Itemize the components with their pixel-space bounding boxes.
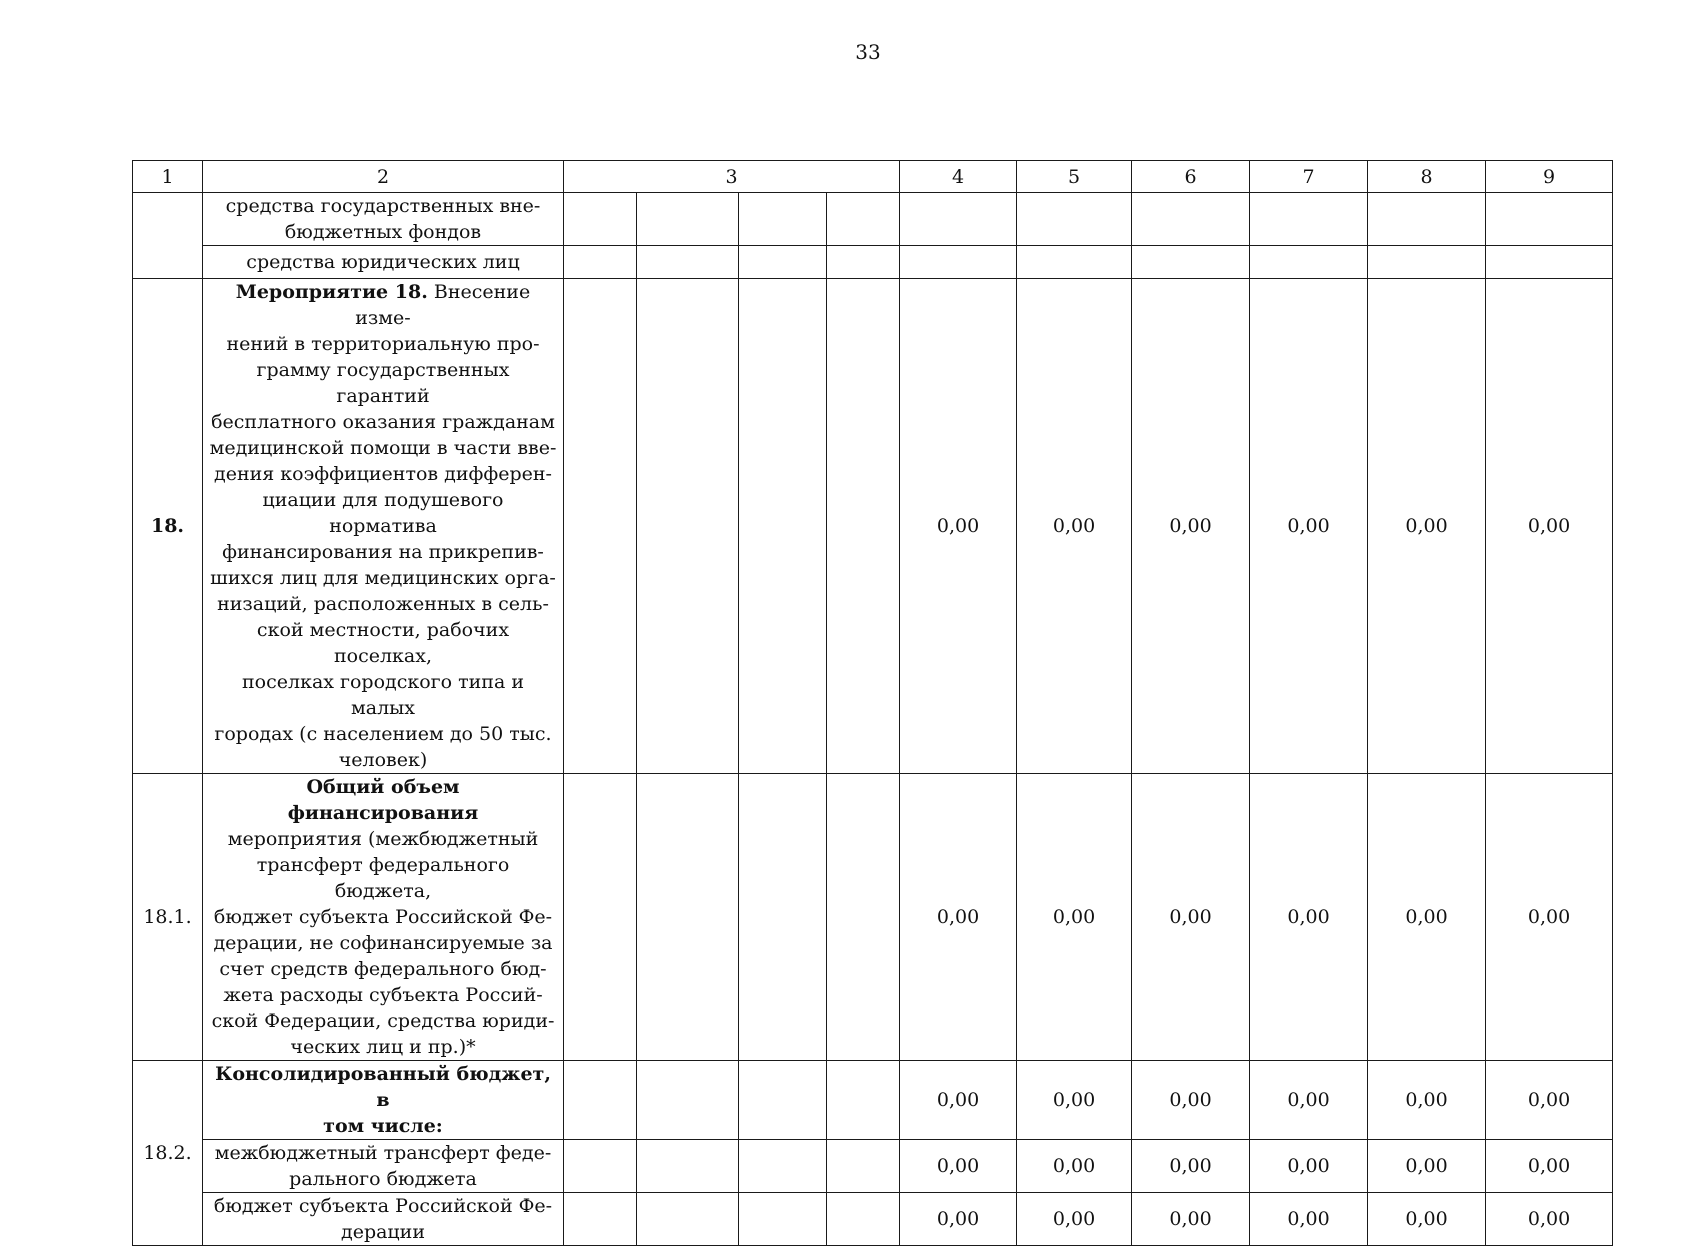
row-number-empty bbox=[133, 193, 203, 279]
value-cell: 0,00 bbox=[900, 1061, 1017, 1140]
value-cell: 0,00 bbox=[900, 279, 1017, 774]
row-label-line: Внесение изме- bbox=[355, 281, 531, 329]
col3-subcell bbox=[564, 1193, 637, 1246]
value-cell: 0,00 bbox=[1132, 774, 1250, 1061]
row-label-line: бюджетных фондов bbox=[284, 221, 482, 243]
col3-subcell bbox=[827, 246, 900, 279]
col3-subcell bbox=[739, 193, 827, 246]
row-label bbox=[203, 1061, 564, 1140]
value-cell: 0,00 bbox=[1250, 279, 1368, 774]
row-label: средства юридических лиц bbox=[203, 246, 564, 279]
row-label-line: финансирования на прикрепив- bbox=[222, 541, 544, 563]
row-label-line: трансферт федерального бюджета, bbox=[256, 854, 510, 902]
value-cell: 0,00 bbox=[1017, 1140, 1132, 1193]
value-cell: 0,00 bbox=[1368, 1140, 1486, 1193]
row-label-line: бюджет субъекта Российской Фе- bbox=[213, 906, 553, 928]
value-cell bbox=[900, 246, 1017, 279]
value-cell bbox=[1132, 193, 1250, 246]
value-cell bbox=[1486, 193, 1613, 246]
row-label-line: ской местности, рабочих поселках, bbox=[256, 619, 510, 667]
row-label bbox=[203, 1193, 564, 1246]
header-row bbox=[133, 161, 1613, 193]
value-cell: 0,00 bbox=[900, 774, 1017, 1061]
col3-subcell bbox=[637, 246, 739, 279]
row-label-line: средства государственных вне- bbox=[225, 195, 541, 217]
row-label-line: нений в территориальную про- bbox=[226, 333, 540, 355]
value-cell: 0,00 bbox=[1250, 774, 1368, 1061]
col3-subcell bbox=[637, 1193, 739, 1246]
row-label-line: ческих лиц и пр.)* bbox=[290, 1036, 476, 1058]
row-label-line: циации для подушевого норматива bbox=[262, 489, 504, 537]
row-label-line: человек) bbox=[338, 749, 428, 771]
row-label-bold: Мероприятие 18. bbox=[235, 281, 428, 303]
row-label-bold: Общий объем финансирования bbox=[287, 776, 479, 824]
value-cell: 0,00 bbox=[1368, 1061, 1486, 1140]
row-label-line bbox=[236, 281, 530, 329]
row-label-line: мероприятия (межбюджетный bbox=[227, 828, 539, 850]
col3-subcell bbox=[827, 193, 900, 246]
value-cell bbox=[1368, 193, 1486, 246]
row-label-line: городах (с населением до 50 тыс. bbox=[214, 723, 552, 745]
row-number: 18. bbox=[133, 279, 203, 774]
table-row bbox=[133, 1061, 1613, 1140]
value-cell: 0,00 bbox=[1132, 1193, 1250, 1246]
value-cell bbox=[1250, 193, 1368, 246]
value-cell bbox=[900, 193, 1017, 246]
row-label-line: ской Федерации, средства юриди- bbox=[211, 1010, 555, 1032]
col3-subcell bbox=[637, 279, 739, 774]
row-label-line: дерации bbox=[341, 1221, 425, 1243]
value-cell: 0,00 bbox=[1250, 1061, 1368, 1140]
value-cell: 0,00 bbox=[1486, 279, 1613, 774]
col3-subcell bbox=[827, 279, 900, 774]
col3-subcell bbox=[739, 246, 827, 279]
value-cell: 0,00 bbox=[1017, 279, 1132, 774]
row-number: 18.1. bbox=[133, 774, 203, 1061]
value-cell: 0,00 bbox=[900, 1193, 1017, 1246]
col3-subcell bbox=[827, 774, 900, 1061]
header-cell-6: 6 bbox=[1132, 161, 1250, 193]
value-cell bbox=[1017, 246, 1132, 279]
row-label-line: Консолидированный бюджет, в bbox=[215, 1063, 551, 1111]
col3-subcell bbox=[564, 246, 637, 279]
col3-subcell bbox=[637, 193, 739, 246]
header-cell-9: 9 bbox=[1486, 161, 1613, 193]
value-cell: 0,00 bbox=[1368, 774, 1486, 1061]
row-label-line: жета расходы субъекта Россий- bbox=[223, 984, 543, 1006]
row-label bbox=[203, 193, 564, 246]
value-cell: 0,00 bbox=[1017, 1193, 1132, 1246]
row-label-line: медицинской помощи в части вве- bbox=[209, 437, 557, 459]
row-label-line: счет средств федерального бюд- bbox=[219, 958, 547, 980]
financing-table bbox=[132, 160, 1613, 1246]
header-cell-8: 8 bbox=[1368, 161, 1486, 193]
value-cell bbox=[1017, 193, 1132, 246]
header-cell-1: 1 bbox=[133, 161, 203, 193]
row-label-line: дерации, не софинансируемые за bbox=[213, 932, 553, 954]
col3-subcell bbox=[739, 1061, 827, 1140]
col3-subcell bbox=[564, 774, 637, 1061]
col3-subcell bbox=[827, 1061, 900, 1140]
header-cell-7: 7 bbox=[1250, 161, 1368, 193]
row-label-line: том числе: bbox=[323, 1115, 443, 1137]
value-cell: 0,00 bbox=[1368, 279, 1486, 774]
value-cell: 0,00 bbox=[1486, 1140, 1613, 1193]
col3-subcell bbox=[739, 774, 827, 1061]
value-cell bbox=[1250, 246, 1368, 279]
row-label-line: бесплатного оказания гражданам bbox=[211, 411, 555, 433]
value-cell: 0,00 bbox=[900, 1140, 1017, 1193]
table-row bbox=[133, 193, 1613, 246]
row-label-line: рального бюджета bbox=[289, 1168, 477, 1190]
table-row bbox=[133, 1193, 1613, 1246]
col3-subcell bbox=[564, 279, 637, 774]
value-cell: 0,00 bbox=[1132, 1061, 1250, 1140]
col3-subcell bbox=[739, 1193, 827, 1246]
col3-subcell bbox=[637, 1061, 739, 1140]
row-label bbox=[203, 279, 564, 774]
row-label bbox=[203, 774, 564, 1061]
page-number: 33 bbox=[855, 40, 881, 64]
col3-subcell bbox=[739, 1140, 827, 1193]
header-cell-4: 4 bbox=[900, 161, 1017, 193]
value-cell: 0,00 bbox=[1368, 1193, 1486, 1246]
row-label-line: дения коэффициентов дифферен- bbox=[214, 463, 552, 485]
table-row bbox=[133, 1140, 1613, 1193]
row-label-line: бюджет субъекта Российской Фе- bbox=[213, 1195, 553, 1217]
col3-subcell bbox=[564, 193, 637, 246]
table-row bbox=[133, 279, 1613, 774]
header-cell-2: 2 bbox=[203, 161, 564, 193]
value-cell: 0,00 bbox=[1486, 774, 1613, 1061]
col3-subcell bbox=[827, 1140, 900, 1193]
row-label bbox=[203, 1140, 564, 1193]
table-row bbox=[133, 774, 1613, 1061]
value-cell: 0,00 bbox=[1132, 1140, 1250, 1193]
value-cell: 0,00 bbox=[1250, 1140, 1368, 1193]
row-label-line: низаций, расположенных в сель- bbox=[217, 593, 549, 615]
value-cell: 0,00 bbox=[1486, 1193, 1613, 1246]
col3-subcell bbox=[637, 774, 739, 1061]
value-cell: 0,00 bbox=[1250, 1193, 1368, 1246]
col3-subcell bbox=[739, 279, 827, 774]
row-label-line: межбюджетный трансферт феде- bbox=[214, 1142, 552, 1164]
value-cell bbox=[1486, 246, 1613, 279]
value-cell: 0,00 bbox=[1017, 774, 1132, 1061]
row-label-line: грамму государственных гарантий bbox=[256, 359, 510, 407]
row-number: 18.2. bbox=[133, 1061, 203, 1246]
row-label-line: поселках городского типа и малых bbox=[242, 671, 524, 719]
value-cell: 0,00 bbox=[1017, 1061, 1132, 1140]
row-label-line: шихся лиц для медицинских орга- bbox=[210, 567, 556, 589]
col3-subcell bbox=[564, 1140, 637, 1193]
value-cell bbox=[1368, 246, 1486, 279]
table-row bbox=[133, 246, 1613, 279]
col3-subcell bbox=[827, 1193, 900, 1246]
col3-subcell bbox=[637, 1140, 739, 1193]
header-cell-3: 3 bbox=[564, 161, 900, 193]
col3-subcell bbox=[564, 1061, 637, 1140]
value-cell: 0,00 bbox=[1486, 1061, 1613, 1140]
value-cell: 0,00 bbox=[1132, 279, 1250, 774]
header-cell-5: 5 bbox=[1017, 161, 1132, 193]
value-cell bbox=[1132, 246, 1250, 279]
